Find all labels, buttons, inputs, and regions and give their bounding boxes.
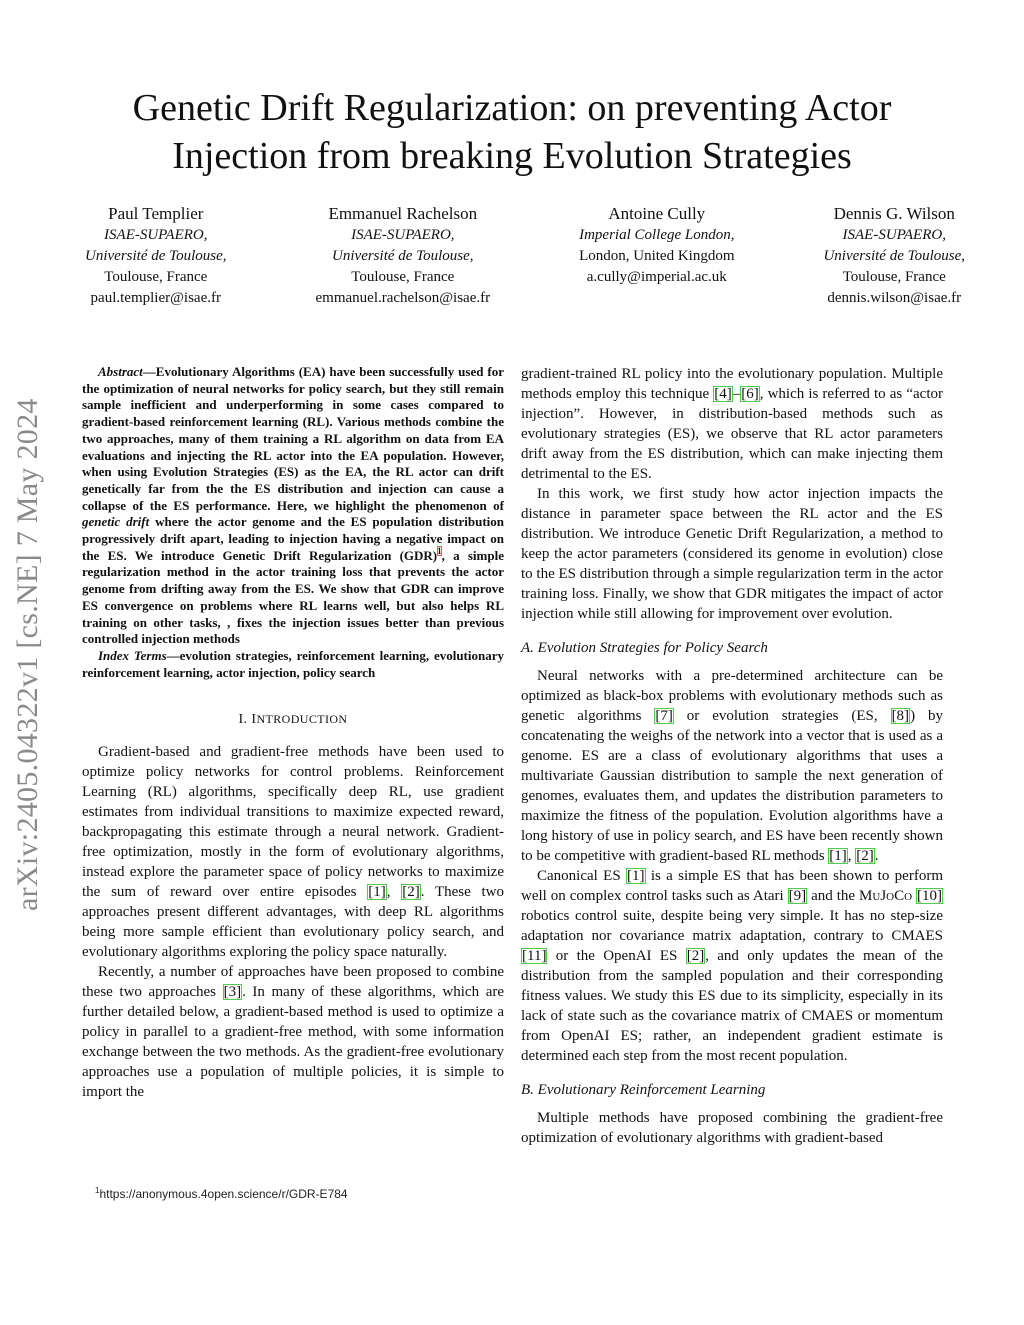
author-location: Toulouse, France — [104, 269, 208, 285]
citation-link[interactable]: [1] — [627, 868, 645, 884]
author-block — [85, 203, 965, 309]
citation-link[interactable]: [10] — [917, 888, 943, 904]
citation-link[interactable]: [6] — [741, 386, 759, 402]
intro-paragraph-1: Gradient-based and gradient-free methods have been used to optimize policy networks for control problems. Reinforcement Learning (RL) algorithms, specifically deep RL, use gradient estimates from individual transitions to maximize expected reward, backpropagating this estimate through a neural network. Gradient-free optimization, mostly in the form of evolutionary algorithms, instead explore the parameter space of policy networks to maximize the sum of reward over entire episodes [1], [2]. These two approaches present different advantages, with deep RL algorithms being more sample efficient than evolutionary policy search, and evolutionary algorithms exploring the policy space naturally. — [82, 744, 505, 961]
subsection-a-paragraph-1: Neural networks with a pre-determined architecture can be optimized as black-box problems with evolutionary methods such as genetic algorithms [7] or evolution strategies (ES, [8]) by concatenating the weighs of the network into a vector that is used as a genome. ES are a class of evolutionary algorithms that uses a multivariate Gaussian distribution to sample the next generation of genomes, evaluates them, and updates the distribution parameters to maximize the fitness of the population. Evolution algorithms have a long history of use in policy search, and ES have been recently shown to be competitive with gradient-based RL methods [1], [2]. — [521, 668, 943, 864]
author-affiliation: Imperial College London, — [579, 227, 735, 243]
emphasis-genetic-drift: genetic drift — [82, 514, 150, 530]
index-terms-label: Index Terms — [98, 647, 167, 663]
subsection-heading-b: B. Evolutionary Reinforcement Learning — [521, 1082, 766, 1098]
author-name: Antoine Cully — [608, 204, 706, 223]
footnote-mark: 1 — [95, 1186, 100, 1195]
author-affiliation: ISAE-SUPAERO, — [104, 227, 208, 243]
abstract: Abstract—Evolutionary Algorithms (EA) have been successfully used for the optimization of neural networks for policy search, but they still remain sample inefficient and underperforming in some cases compared to gradient-based reinforcement learning (RL). Various methods combine the two approaches, many of them training a RL algorithm on data from EA evaluations and injecting the RL actor into the EA population. However, when using Evolution Strategies (ES) as the EA, the RL actor can drift genetically far from the the ES distribution and injection can cause a collapse of the ES performance. Here, we highlight the phenomenon of genetic drift where the actor genome and the ES population distribution progressively drift apart, leading to injection having a negative impact on the ES. We introduce Genetic Drift Regularization (GDR)$^1$, a simple regularization method in the actor training loss that prevents the actor genome from drifting away from the ES. We show that GDR can improve ES convergence on problems where RL learns well, but also helps RL training on other tasks, , fixes the injection issues better than previous controlled injection methods — [82, 364, 504, 647]
author-rachelson — [316, 203, 491, 309]
title-line-2: Injection from breaking Evolution Strategies — [172, 135, 852, 177]
left-column — [82, 364, 504, 1102]
citation-link[interactable]: [8] — [891, 708, 910, 724]
author-email[interactable]: paul.templier@isae.fr — [90, 290, 221, 306]
subsection-a-paragraph-2: Canonical ES [1] is a simple ES that has been shown to perform well on complex control tasks such as Atari [9] and the MuJoCo [10] robotics control suite, despite being very simple. It has no step-size adaptation nor covariance matrix adaptation, contrary to CMAES [11] or the OpenAI ES [2], and only updates the mean of the distribution from the sampled population and their corresponding fitness values. We study this ES due to its simplicity, especially in its lack of state such as the covariance matrix of CMAES or momentum from OpenAI ES; rather, an independent gradient estimate is determined each step from the most recent population. — [521, 868, 943, 1064]
subsection-heading-a: A. Evolution Strategies for Policy Search — [521, 640, 768, 656]
right-column — [521, 364, 943, 1148]
author-email[interactable]: a.cully@imperial.ac.uk — [586, 269, 727, 285]
citation-link[interactable]: [9] — [788, 888, 807, 904]
right-paragraph-1: gradient-trained RL policy into the evolutionary population. Multiple methods employ this technique [4]–[6], which is referred to as “actor injection”. However, in distribution-based methods such as evolutionary strategies (ES), we observe that RL actor parameters drift away from the ES distribution, which can make injecting them detrimental to the ES. — [521, 366, 943, 482]
paper-title — [60, 84, 964, 180]
abstract-label: Abstract — [98, 364, 143, 379]
author-cully — [579, 203, 734, 309]
author-wilson — [823, 203, 965, 309]
author-location: Toulouse, France — [842, 269, 946, 285]
citation-link[interactable]: [1] — [368, 884, 386, 901]
author-location: London, United Kingdom — [579, 248, 735, 264]
citation-link[interactable]: [4] — [714, 386, 732, 402]
author-templier — [85, 203, 227, 309]
author-affiliation: ISAE-SUPAERO, — [842, 227, 946, 243]
citation-link[interactable]: [2] — [856, 848, 874, 864]
author-affiliation: ISAE-SUPAERO, — [351, 227, 455, 243]
intro-paragraph-2: Recently, a number of approaches have been proposed to combine these two approaches [3]. In many of these algorithms, which are further detailed below, a gradient-based method is used to optimize a policy in parallel to a gradient-free method, with some information exchange between the two methods. As the gradient-free evolutionary approaches use a population of multiple policies, it is simple to import the — [82, 964, 504, 1101]
author-name: Dennis G. Wilson — [833, 204, 955, 223]
author-affiliation: Université de Toulouse, — [332, 248, 474, 264]
subsection-b-paragraph-1: Multiple methods have proposed combining the gradient-free optimization of evolutionary algorithms with gradient-based — [521, 1110, 943, 1146]
mujoco-name: MuJoCo — [859, 888, 913, 904]
author-affiliation: Université de Toulouse, — [85, 248, 227, 264]
title-line-1: Genetic Drift Regularization: on preventing Actor — [132, 87, 892, 129]
author-email[interactable]: emmanuel.rachelson@isae.fr — [315, 290, 491, 306]
index-terms: Index Terms—evolution strategies, reinforcement learning, evolutionary reinforcement learning, actor injection, policy search — [82, 647, 504, 680]
right-paragraph-2: In this work, we first study how actor injection impacts the distance in parameter space between the RL actor and the ES distribution. We introduce Genetic Drift Regularization, a method to keep the actor parameters (considered its genome in evolution) close to the ES distribution through a simple regularization term in the actor training loss. Finally, we show that GDR mitigates the impact of actor injection while still allowing for improvement over evolution. — [521, 486, 943, 622]
author-name: Emmanuel Rachelson — [328, 204, 478, 223]
author-affiliation: Université de Toulouse, — [823, 248, 965, 264]
footnote — [95, 1186, 348, 1201]
arxiv-identifier: arXiv:2405.04322v1 [cs.NE] 7 May 2024 — [11, 398, 44, 912]
section-heading-introduction: I. INTRODUCTION — [238, 712, 348, 728]
citation-link[interactable]: [7] — [655, 708, 673, 724]
citation-link[interactable]: [11] — [522, 948, 547, 964]
author-email[interactable]: dennis.wilson@isae.fr — [827, 290, 962, 306]
citation-link[interactable]: [1] — [829, 848, 847, 864]
footnote-link[interactable]: 1 — [437, 546, 442, 557]
citation-link[interactable]: [2] — [402, 884, 420, 901]
author-name: Paul Templier — [108, 204, 204, 223]
citation-link[interactable]: [2] — [686, 948, 705, 964]
citation-link[interactable]: [3] — [223, 984, 242, 1001]
author-location: Toulouse, France — [351, 269, 455, 285]
footnote-url[interactable]: https://anonymous.4open.science/r/GDR-E784 — [99, 1187, 348, 1201]
